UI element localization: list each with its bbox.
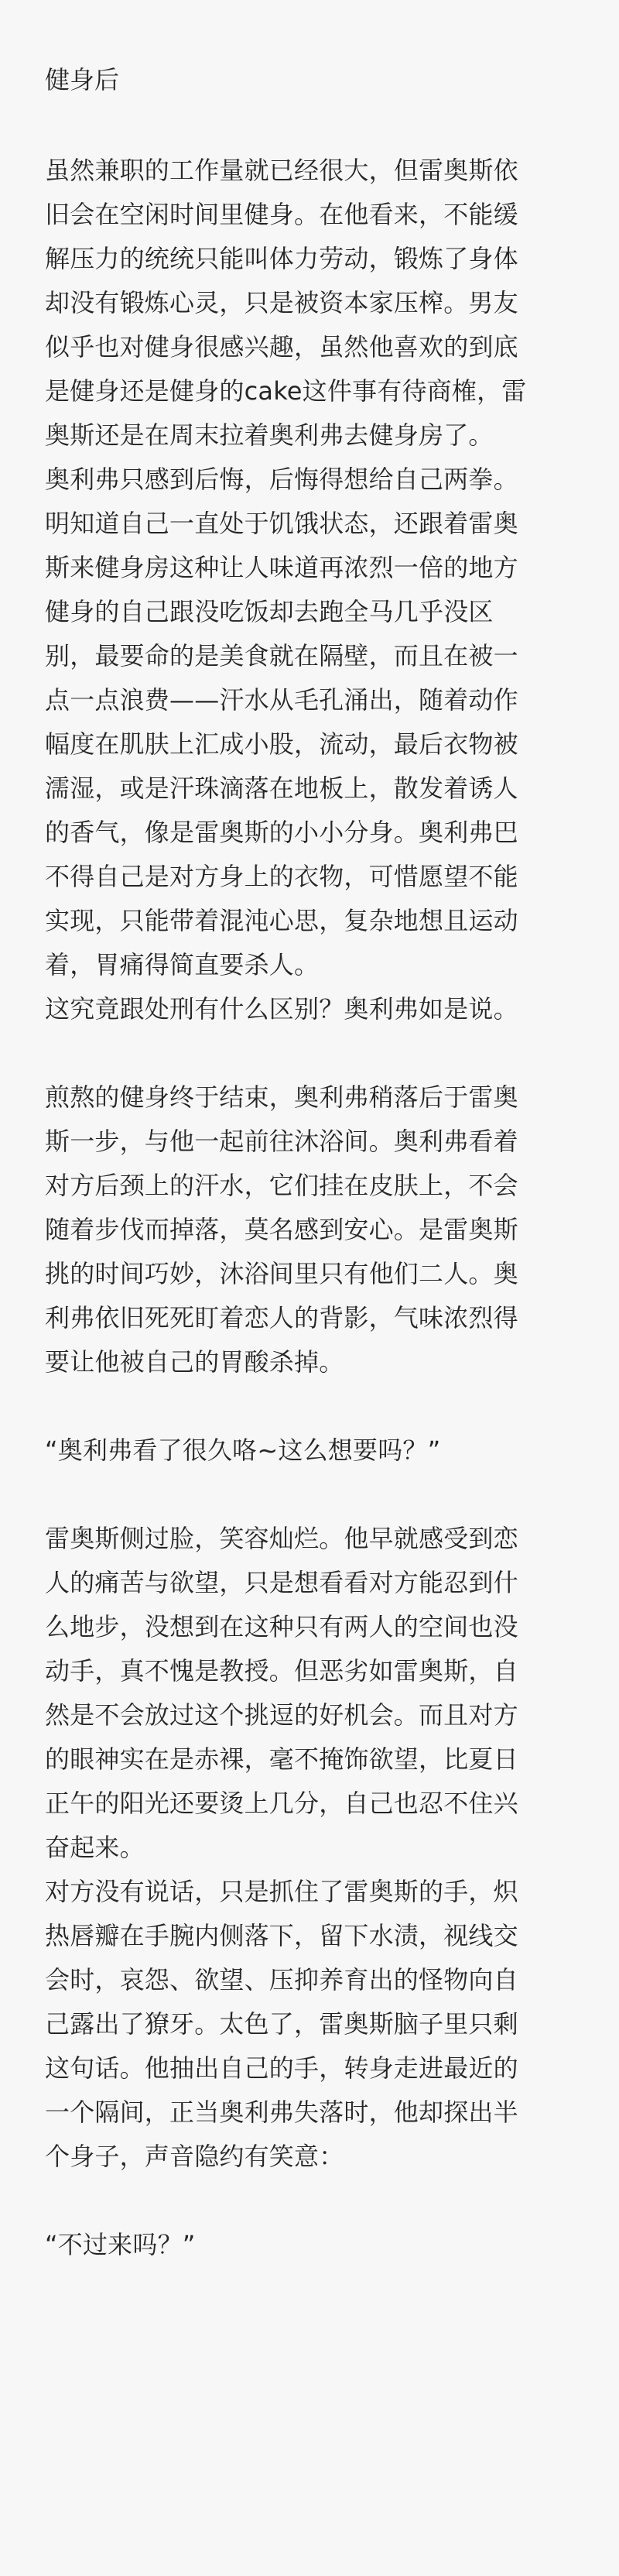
text-line: 煎熬的健身终于结束，奥利弗稍落后于雷奥 (45, 1082, 518, 1112)
text-line: 会时，哀怨、欲望、压抑养育出的怪物向自 (45, 1965, 518, 1995)
text-line: 不得自己是对方身上的衣物，可惜愿望不能 (45, 862, 518, 891)
document-title: 健身后 (45, 65, 120, 94)
text-line: 利弗依旧死死盯着恋人的背影，气味浓烈得 (45, 1303, 518, 1333)
text-line: “奥利弗看了很久咯~这么想要吗？” (45, 1435, 441, 1465)
text-line: 己露出了獠牙。太色了，雷奥斯脑子里只剩 (45, 2009, 518, 2039)
text-line: 旧会在空闲时间里健身。在他看来，不能缓 (45, 200, 518, 229)
text-line: 奥斯还是在周末拉着奥利弗去健身房了。 (45, 420, 494, 450)
text-line: 么地步，没想到在这种只有两人的空间也没 (45, 1612, 518, 1641)
paragraph (45, 1517, 574, 2179)
text-line: 健身的自己跟没吃饭却去跑全马几乎没区 (45, 597, 494, 626)
text-line: 这句话。他抽出自己的手，转身走进最近的 (45, 2053, 518, 2083)
text-line: 个身子，声音隐约有笑意： (45, 2142, 344, 2171)
text-line: 然是不会放过这个挑逗的好机会。而且对方 (45, 1700, 518, 1730)
text-line: 对方没有说话，只是抓住了雷奥斯的手，炽 (45, 1877, 518, 1906)
text-line: 这究竟跟处刑有什么区别？奥利弗如是说。 (45, 994, 518, 1024)
text-line: 要让他被自己的胃酸杀掉。 (45, 1347, 344, 1377)
text-line: 人的痛苦与欲望，只是想看看对方能忍到什 (45, 1568, 518, 1597)
text-line: 实现，只能带着混沌心思，复杂地想且运动 (45, 906, 518, 935)
text-line: 的眼神实在是赤裸，毫不掩饰欲望，比夏日 (45, 1744, 518, 1774)
paragraph (45, 1075, 574, 1384)
text-line: 热唇瓣在手腕内侧落下，留下水渍，视线交 (45, 1921, 518, 1950)
text-line: 雷奥斯侧过脸，笑容灿烂。他早就感受到恋 (45, 1524, 518, 1553)
text-line: “不过来吗？” (45, 2230, 196, 2259)
text-line: 挑的时间巧妙，沐浴间里只有他们二人。奥 (45, 1259, 518, 1288)
text-line: 幅度在肌肤上汇成小股，流动，最后衣物被 (45, 729, 518, 759)
text-line: 动手，真不愧是教授。但恶劣如雷奥斯，自 (45, 1656, 518, 1686)
text-line: 别，最要命的是美食就在隔壁，而且在被一 (45, 641, 518, 671)
text-line: 着，胃痛得简直要杀人。 (45, 950, 320, 979)
text-line: 却没有锻炼心灵，只是被资本家压榨。男友 (45, 288, 518, 317)
text-line: 明知道自己一直处于饥饿状态，还跟着雷奥 (45, 509, 518, 538)
paragraph (45, 149, 574, 1031)
text-line: 奥利弗只感到后悔，后悔得想给自己两拳。 (45, 465, 518, 494)
text-line: 虽然兼职的工作量就已经很大，但雷奥斯依 (45, 156, 518, 185)
text-line: 随着步伐而掉落，莫名感到安心。是雷奥斯 (45, 1215, 518, 1244)
paragraph (45, 2223, 574, 2267)
text-line: 奋起来。 (45, 1833, 145, 1862)
text-line: 一个隔间，正当奥利弗失落时，他却探出半 (45, 2098, 518, 2127)
text-line: 的香气，像是雷奥斯的小小分身。奥利弗巴 (45, 818, 518, 847)
text-line: 濡湿，或是汗珠滴落在地板上，散发着诱人 (45, 773, 518, 803)
text-line: 斯一步，与他一起前往沐浴间。奥利弗看着 (45, 1127, 518, 1156)
text-line: 对方后颈上的汗水，它们挂在皮肤上，不会 (45, 1171, 518, 1200)
document-body (45, 149, 574, 2267)
paragraph (45, 1429, 574, 1473)
text-line: 点一点浪费——汗水从毛孔涌出，随着动作 (45, 685, 518, 715)
text-line: 解压力的统统只能叫体力劳动，锻炼了身体 (45, 244, 518, 273)
text-line: 似乎也对健身很感兴趣，虽然他喜欢的到底 (45, 332, 518, 362)
text-line: 正午的阳光还要烫上几分，自己也忍不住兴 (45, 1789, 518, 1818)
text-line: 是健身还是健身的cake这件事有待商榷，雷 (45, 376, 527, 406)
text-line: 斯来健身房这种让人味道再浓烈一倍的地方 (45, 553, 518, 582)
